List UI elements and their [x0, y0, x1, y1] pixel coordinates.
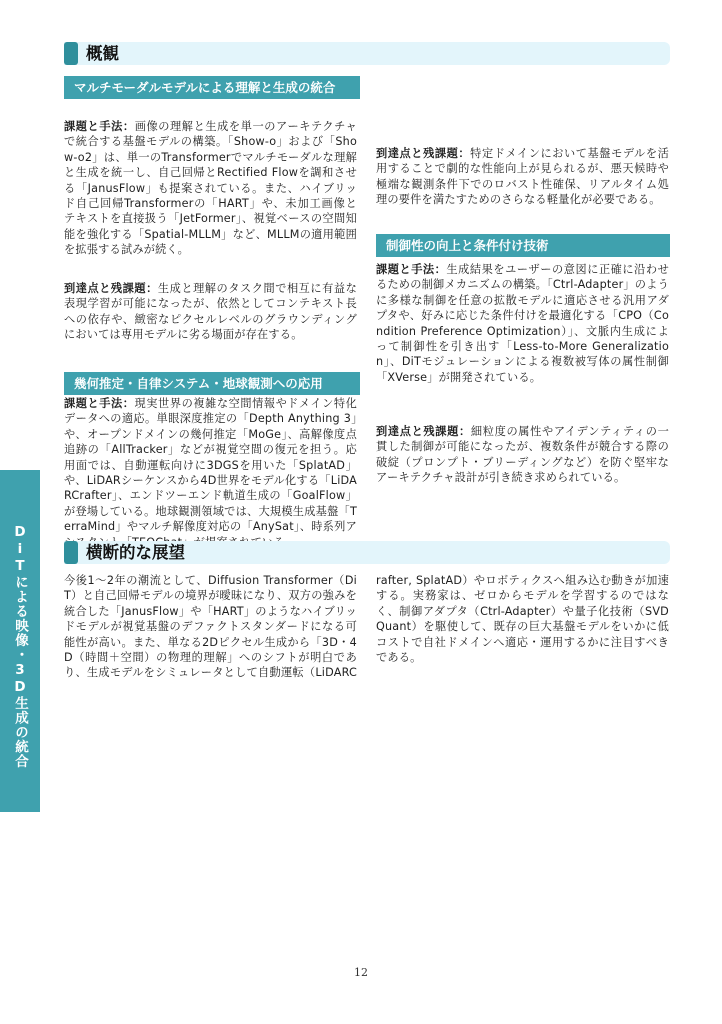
section-header-crosscut: [64, 541, 670, 564]
text-multimodal-result: 生成と理解のタスク間で相互に有益な表現学習が可能になったが、依然としてコンテキスト長への依存や、緻密なピクセルレベルのグラウンディングにおいては専用モデルに劣る場面が存在する。: [64, 282, 357, 342]
label-result: 到達点と残課題：: [64, 282, 158, 295]
section-header-overview: [64, 42, 670, 65]
label-method: 課題と手法：: [376, 263, 447, 276]
label-method: 課題と手法：: [64, 120, 135, 133]
text-control-result: 細粒度の属性やアイデンティティの一貫した制御が可能になったが、複数条件が競合する際の破綻（プロンプト・ブリーディングなど）を防ぐ堅牢なアーキテクチャ設計が引き続き求められている。: [376, 425, 669, 485]
section-accent-marker: [64, 541, 78, 564]
text-multimodal-method: 画像の理解と生成を単一のアーキテクチャで統合する基盤モデルの構築。「Show-o」および「Show-o2」は、単一のTransformerでマルチモーダルな理解と生成を統一し、自己回帰とRectified Flowを調和させる「JanusFlow」も提案されている。また、ハイブリッド自己回帰Transformerの「HART」や、未加工画像とテキストを直接扱う「JetFormer」、視覚ベースの空間知能を強化する「Spatial-MLLM」など、MLLMの適用範囲を拡張する試みが続く。: [64, 120, 357, 257]
paragraph-multimodal-result: [64, 281, 357, 343]
chapter-side-title: DiTによる映像・3D生成の統合: [12, 524, 28, 769]
text-geometry-result: 特定ドメインにおいて基盤モデルを活用することで劇的な性能向上が見られるが、悪天候時や極端な観測条件下でのロバスト性確保、リアルタイム処理の要件を満たすためのさらなる軽量化が必要である。: [376, 147, 669, 207]
paragraph-control-result: [376, 424, 669, 486]
label-method: 課題と手法：: [64, 397, 135, 410]
text-geometry-method: 現実世界の複雑な空間情報やドメイン特化データへの適応。単眼深度推定の「Depth Anything 3」や、オープンドメインの幾何推定「MoGe」、高解像度点追跡の「AllTracker」などが視覚空間の復元を担う。応用面では、自動運転向けに3DGSを用いた「SplatAD」や、LiDARシーケンスから4D世界をモデル化する「LiDARCrafter」、エンドツーエンド軌道生成の「GoalFlow」が登場している。地球観測領域では、大規模生成基盤「TerraMind」やマルチ解像度対応の「AnySat」、時系列ア: [64, 397, 357, 534]
paragraph-control-method: [376, 262, 669, 385]
text-control-method: 生成結果をユーザーの意図に正確に沿わせるための制御メカニズムの構築。「Ctrl-Adapter」のように多様な制御を任意の拡散モデルに適応させる汎用アダプタや、好みに応じた条件付けを最適化する「CPO（Condition Preference Optimization）」、文脈内生成によって制御性を引き出す「Less-to-More Generalization」、DiTモジュレーションによる複数被写体の属性制御「XVerse」が開発されている。: [376, 263, 669, 384]
paragraph-crosscut: 今後1～2年の潮流として、Diffusion Transformer（DiT）と自己回帰モデルの境界が曖昧になり、双方の強みを統合した「JanusFlow」や「HART」のようなハイブリッドモデルが視覚基盤のデファクトスタンダードになる可能性が高い。また、単なる2Dピクセル生成から「3D・4D（時間＋空間）の物理的理解」へのシフトが明白であり、生成モデルをシミュレータとして自動運転（LiDARCrafter, SplatAD）やロボティクスへ組み込む動きが加速する。実務家は、ゼロからモデルを学習するのではなく、制御アダプタ（Ctrl-Adapter）や量子化技術（SVDQuant）を駆使して、既存の巨大基盤モデルをいかに低コストで自社ドメインへ適応・運用するかに注目すべきである。: [64, 574, 669, 680]
paragraph-geometry-result: [376, 146, 669, 208]
page-number: 12: [354, 966, 368, 979]
section-title-crosscut: 横断的な展望: [86, 543, 185, 562]
paragraph-geometry-method: [64, 396, 357, 550]
paragraph-multimodal-method: [64, 119, 357, 258]
label-result: 到達点と残課題：: [376, 425, 471, 438]
subsection-heading-control: 制御性の向上と条件付け技術: [376, 234, 670, 257]
section-title-overview: 概観: [86, 44, 119, 63]
label-result: 到達点と残課題：: [376, 147, 471, 160]
subsection-heading-geometry: 幾何推定・自律システム・地球観測への応用: [64, 372, 360, 395]
section-accent-marker: [64, 42, 78, 65]
subsection-heading-multimodal: マルチモーダルモデルによる理解と生成の統合: [64, 76, 360, 99]
